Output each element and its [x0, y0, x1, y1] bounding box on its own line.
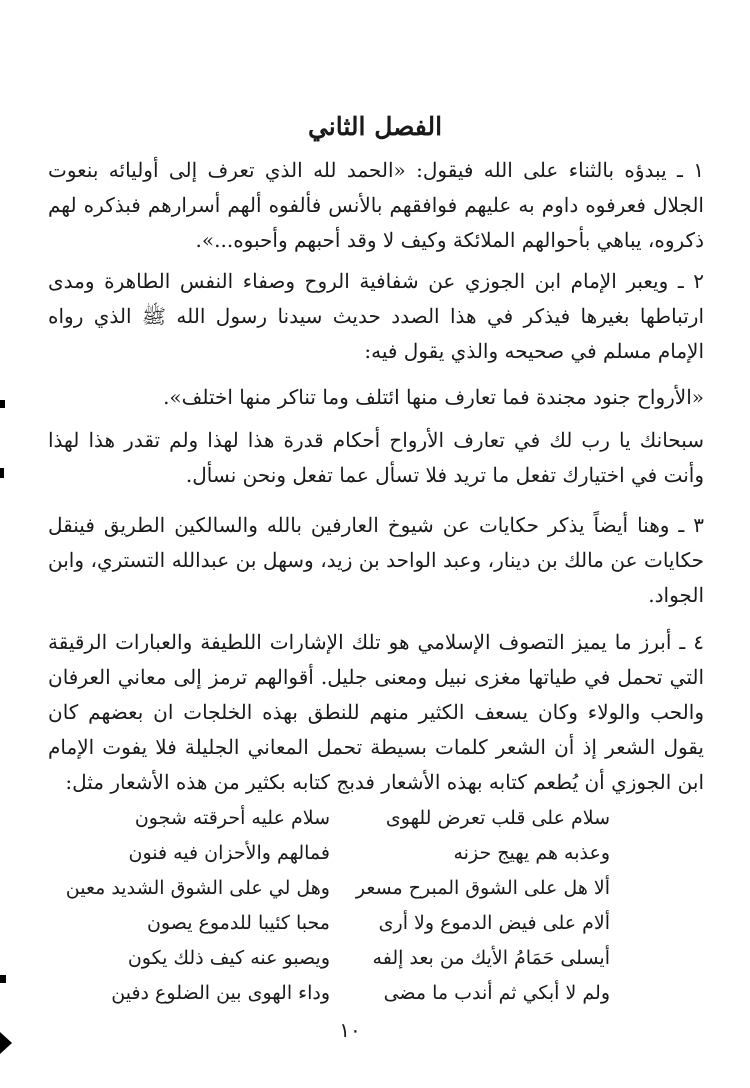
chapter-title: الفصل الثاني: [307, 112, 443, 141]
verse-first-hemistich: وعذبه هم يهيج حزنه: [453, 841, 610, 864]
verse-second-hemistich: وهل لي على الشوق الشديد معين: [65, 876, 330, 899]
paragraph-1: ١ ـ يبدؤه بالثناء على الله فيقول: «الحمد لله الذي تعرف إلى أوليائه بنعوت الجلال فعرفوه داوم به عليهم فوافقهم بالأنس فألفوه ألهم أسرارهم فبذكره لهم ذكروه، يباهي بأحوالهم الملائكة وكيف لا وقد أحبهم وأحبوه...».: [48, 158, 704, 252]
verse-row: [80, 800, 610, 835]
verse-row: [80, 975, 610, 1010]
verse-first-hemistich: سلام على قلب تعرض للهوى: [385, 806, 610, 829]
poem-verses: [65, 800, 610, 1010]
verse-second-hemistich: فمالهم والأحزان فيه فنون: [128, 841, 330, 864]
verse-row: [80, 905, 610, 940]
verse-first-hemistich: ألا هل على الشوق المبرح مسعر: [355, 876, 610, 899]
verse-row: [65, 870, 610, 905]
verse-row: [80, 940, 610, 975]
paragraph-4: ٤ ـ أبرز ما يميز التصوف الإسلامي هو تلك الإشارات اللطيفة والعبارات الرقيقة التي تحمل في طياتها مغزى نبيل ومعنى جليل. أقوالهم ترمز إلى معاني العرفان والحب والولاء وكان يسعف الكثير منهم للنطق بهذه الخلجات ان بعضهم كان يقول الشعر إذ أن الشعر كلمات بسيطة تحمل المعاني الجليلة فلا يفوت الإمام ابن الجوزي أن يُطعم كتابه بهذه الأشعار فدبج كتابه بكثير من هذه الأشعار مثل:: [48, 630, 704, 794]
verse-first-hemistich: أيسلى حَمَامُ الأيك من بعد إلفه: [372, 946, 610, 969]
scan-mark: [0, 975, 6, 983]
paragraph-2: ٢ ـ ويعبر الإمام ابن الجوزي عن شفافية الروح وصفاء النفس الطاهرة ومدى ارتباطها بغيرها فيذكر في هذا الصدد حديث سيدنا رسول الله ﷺ الذي رواه الإمام مسلم في صحيحه والذي يقول فيه:: [48, 269, 704, 363]
verse-second-hemistich: محبا كئيبا للدموع يصون: [146, 911, 330, 934]
verse-second-hemistich: ويصبو عنه كيف ذلك يكون: [127, 946, 330, 969]
verse-first-hemistich: ألام على فيض الدموع ولا أرى: [378, 911, 610, 934]
paragraph-3: ٣ ـ وهنا أيضاً يذكر حكايات عن شيوخ العارفين بالله والسالكين الطريق فينقل حكايات عن مالك بن دينار، وعبد الواحد بن زيد، وسهل بن عبدالله التستري، وابن الجواد.: [48, 513, 704, 607]
hadith-quote: «الأرواح جنود مجندة فما تعارف منها ائتلف وما تناكر منها اختلف».: [163, 385, 704, 409]
verse-second-hemistich: سلام عليه أحرقته شجون: [134, 806, 330, 829]
verse-second-hemistich: وداء الهوى بين الضلوع دفين: [111, 981, 330, 1004]
page-number: ١٠: [339, 1018, 361, 1042]
scan-mark: [0, 400, 5, 408]
verse-row: [80, 835, 610, 870]
verse-first-hemistich: ولم لا أبكي ثم أندب ما مضى: [383, 981, 610, 1004]
paragraph-reflection: سبحانك يا رب لك في تعارف الأرواح أحكام قدرة هذا لهذا ولم تقدر هذا لهذا وأنت في اختيارك تفعل ما تريد فلا تسأل عما تفعل ونحن نسأل.: [48, 428, 704, 487]
scan-mark: [0, 468, 4, 478]
